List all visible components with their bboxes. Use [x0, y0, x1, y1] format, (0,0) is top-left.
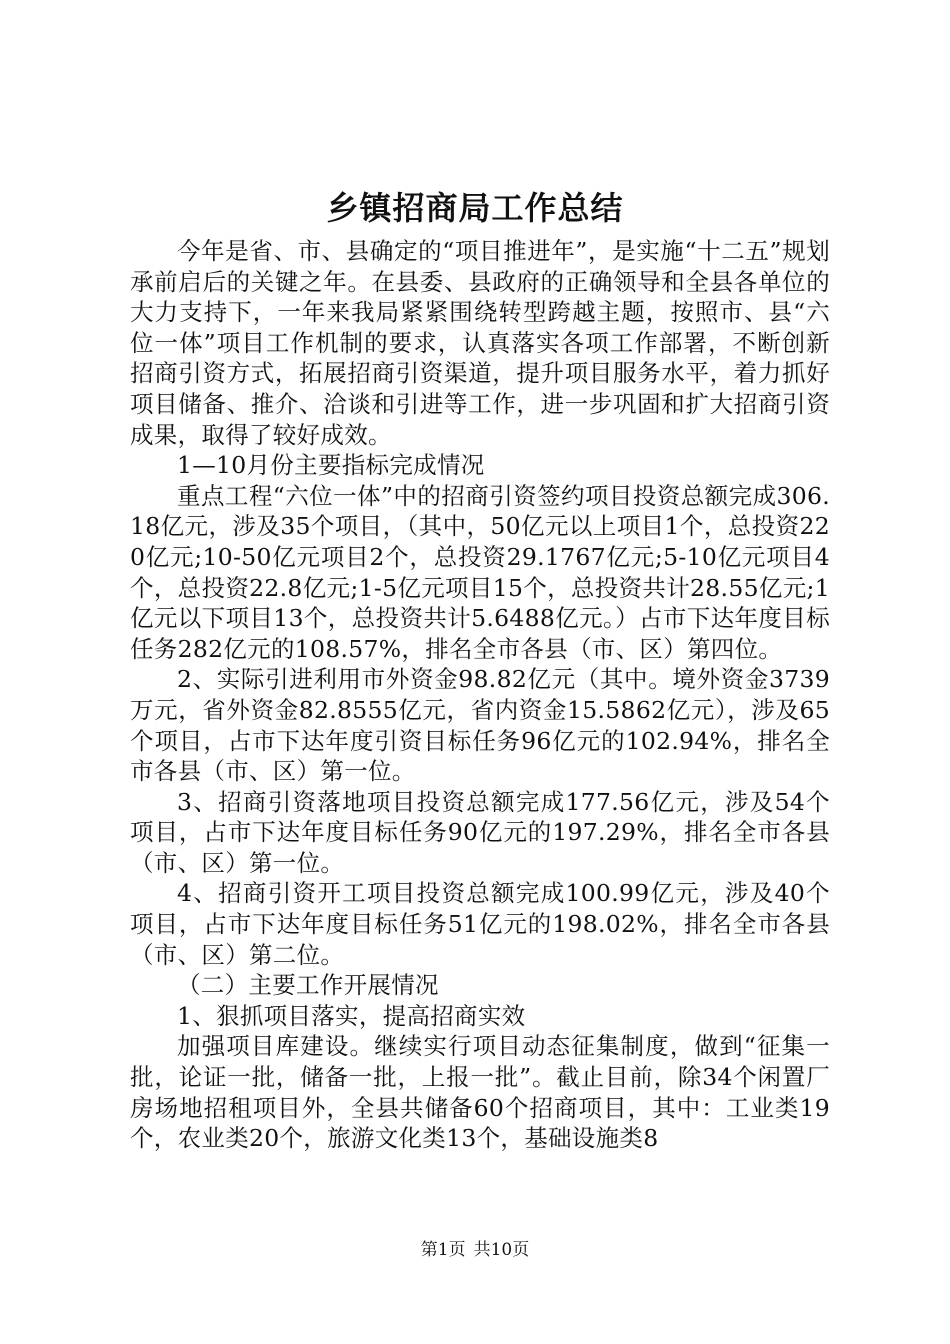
paragraph-intro: 今年是省、市、县确定的“项目推进年”，是实施“十二五”规划承前启后的关键之年。在县委、县政府的正确领导和全县各单位的大力支持下，一年来我局紧紧围绕转型跨越主题，按照市、县“六位一体”项目工作机制的要求，认真落实各项工作部署，不断创新招商引资方式，拓展招商引资渠道，提升项目服务水平，着力抓好项目储备、推介、洽谈和引进等工作，进一步巩固和扩大招商引资成果，取得了较好成效。 — [130, 237, 830, 449]
document-body — [130, 236, 830, 1154]
paragraph-signed-projects: 重点工程“六位一体”中的招商引资签约项目投资总额完成306.18亿元，涉及35个项目，（其中，50亿元以上项目1个，总投资220亿元;10-50亿元项目2个，总投资29.1767亿元;5-10亿元项目4个，总投资22.8亿元;1-5亿元项目15个，总投资共计28.55亿元;1亿元以下项目13个，总投资共计5.6488亿元。）占市下达年度目标任务282亿元的108.57%，排名全市各县（市、区）第四位。 — [130, 481, 830, 663]
paragraph-landed-projects: 3、招商引资落地项目投资总额完成177.56亿元，涉及54个项目，占市下达年度目标任务90亿元的197.29%，排名全市各县（市、区）第一位。 — [130, 787, 830, 877]
page-number-total: 共10页 — [473, 1240, 530, 1260]
paragraph-external-funds: 2、实际引进利用市外资金98.82亿元（其中。境外资金3739万元，省外资金82.8555亿元，省内资金15.5862亿元），涉及65个项目，占市下达年度引资目标任务96亿元的102.94%，排名全市各县（市、区）第一位。 — [130, 665, 830, 786]
paragraph-heading-indicators: 1—10月份主要指标完成情况 — [177, 451, 485, 480]
page-number-current: 第1页 — [420, 1240, 466, 1260]
paragraph-heading-implementation: 1、狠抓项目落实，提高招商实效 — [177, 1001, 526, 1030]
paragraph-started-projects: 4、招商引资开工项目投资总额完成100.99亿元，涉及40个项目，占市下达年度目标任务51亿元的198.02%，排名全市各县（市、区）第二位。 — [130, 879, 830, 969]
paragraph-project-library: 加强项目库建设。继续实行项目动态征集制度，做到“征集一批，论证一批，储备一批，上报一批”。截止目前，除34个闲置厂房场地招租项目外，全县共储备60个招商项目，其中：工业类19个，农业类20个，旅游文化类13个，基础设施类8 — [130, 1032, 830, 1153]
document-title: 乡镇招商局工作总结 — [326, 189, 624, 227]
paragraph-heading-work: （二）主要工作开展情况 — [177, 971, 439, 1000]
page-footer — [0, 1238, 950, 1262]
